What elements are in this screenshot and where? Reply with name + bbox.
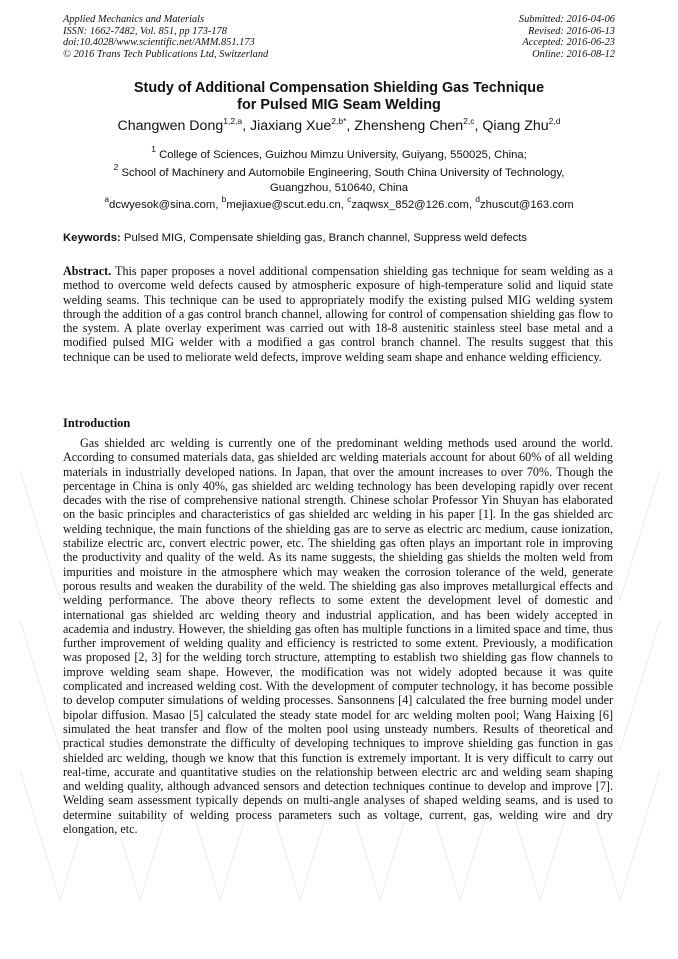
- date-accepted: Accepted: 2016-06-23: [522, 37, 615, 49]
- author-name: Changwen Dong: [117, 118, 224, 134]
- author-name: Jiaxiang Xue: [250, 118, 332, 134]
- journal-header: [63, 14, 615, 64]
- email-list: $^a$dcwyesok@sina.com, $^b$mejiaxue@scut.edu.cn, $^c$zaqwsx_852@126.com, $^d$zhuscut@163.com: [104, 194, 574, 211]
- keywords: [63, 232, 618, 244]
- affiliation-mark: 1: [151, 144, 156, 154]
- journal-doi: doi:10.4028/www.scientific.net/AMM.851.173: [63, 37, 255, 49]
- email-address[interactable]: zaqwsx_852@126.com: [351, 199, 469, 211]
- email-address[interactable]: mejiaxue@scut.edu.cn: [226, 199, 341, 211]
- email-address[interactable]: dcwyesok@sina.com: [109, 199, 216, 211]
- title-line: Study of Additional Compensation Shielding Gas Technique: [133, 80, 545, 96]
- paper-title: [40, 80, 638, 114]
- affiliation: [40, 144, 638, 163]
- journal-issn: ISSN: 1662-7482, Vol. 851, pp 173-178: [63, 25, 227, 37]
- affiliation-mark: 2: [113, 162, 119, 172]
- author-affil-mark: 2,b*: [331, 116, 347, 126]
- date-submitted: Submitted: 2016-04-06: [518, 14, 615, 25]
- date-online: Online: 2016-08-12: [532, 48, 615, 60]
- author-name: Qiang Zhu: [482, 118, 549, 134]
- author-name: Zhensheng Chen: [354, 118, 464, 134]
- affiliation-text: College of Sciences, Guizhou Mimzu University, Guiyang, 550025, China;: [159, 149, 527, 161]
- affiliation: [40, 162, 638, 195]
- keywords-label: Keywords:: [63, 232, 121, 244]
- abstract-text: This paper proposes a novel additional compensation shielding gas technique for seam welding as a method to overcome weld defects caused by atmospheric exposure of high-temperature solid and liquid state welding seams. This technique can be used to appropriately modify the existing pulsed MIG welding system through the addition of a gas control branch channel, allowing for control of compensation shielding gas flow to the system. A plate overlay experiment was carried out with 18-8 austenitic stainless steel base metal and a modified pulsed MIG welder with a modified a gas control branch channel. The results suggest that this technique can be used to meliorate weld defects, improve welding seam shape and enhance welding efficiency.: [63, 264, 613, 364]
- keywords-text: Pulsed MIG, Compensate shielding gas, Branch channel, Suppress weld defects: [123, 232, 528, 244]
- email-mark: a: [104, 194, 110, 204]
- email-address[interactable]: zhuscut@163.com: [479, 199, 574, 211]
- author-affil-mark: 2,d: [548, 116, 561, 126]
- journal-name: Applied Mechanics and Materials: [63, 14, 205, 25]
- journal-copyright: © 2016 Trans Tech Publications Ltd, Switzerland: [63, 48, 269, 60]
- author-affil-mark: 1,2,a: [223, 116, 243, 126]
- submission-dates: [519, 14, 615, 60]
- author-affil-mark: 2,c: [463, 116, 475, 126]
- introduction-paragraph: Gas shielded arc welding is currently one of the predominant welding methods used around the world. According to consumed materials data, gas shielded arc welding materials account for about 60% of all welding materials in industrially developed nations. In Japan, that over the amount increases to over 70%. Though the percentage in China is only 40%, gas shielded arc welding technology has been developing rapidly over recent decades with the rise of comprehensive national strength. Chinese scholar Professor Yin Shuyan has elaborated on the basic principles and characteristics of gas shielded arc welding in his paper [1]. In the gas shielded arc welding technique, the main functions of the shielding gas are to serve as electric arc medium, cause ionization, stabilize electric arc, convert electric power, etc. The shielding gas often plays an important role in improving the productivity and quality of the weld. As its name suggests, the shielding gas shields the molten weld from impurities and moisture in the atmosphere which may weaken the corrosion tolerance of the weld, generate porous results and weaken the durability of the weld. The shielding gas also improves metallurgical effects and welding performance. The above theory reflects to some extent the development level of domestic and international gas shielded arc welding theory and industrial application, and has been widely accepted in academia and industry. However, the shielding gas often has multiple functions in a limited space and time, thus further improvement of welding quality and efficiency is restricted to some extent. Previously, a modification was proposed [2, 3] for the welding torch structure, attempting to establish two shielding gas flow channels to improve welding seam shape. However, the modification was not widely adopted because it was quite complicated and increased welding cost. With the development of computer technology, it has become possible to develop computer simulations of welding processes. Sansonnens [4] calculated the free burning model under bipolar diffusion. Masao [5] calculated the steady state model for arc welding molten pool; Wang Haixing [6] simulated the heat transfer and flow of the molten pool using unsteady numbers. Results of theoretical and practical studies demonstrate the difficulty of developing techniques to improve shielding gas function in gas shielded arc welding, though we know that this function is extremely important. It is very difficult to carry out real-time, accurate and quantitative studies on the relationship between electric arc and welding seam shaping and welding quality, although advanced sensors and detection techniques continue to develop and improve [7]. Welding seam assessment typically depends on multi-angle analyses of shaped welding seams, and is used to determine suitability of welding process parameters such as voltage, current, gas, welding wire and dry elongation, etc.: [63, 436, 613, 837]
- email-mark: c: [347, 194, 352, 204]
- author-list: Changwen Dong$^{1,2,a}$, Jiaxiang Xue$^{2,b*}$, Zhensheng Chen$^{2,c}$, Qiang Zhu$^{2,d}$: [117, 116, 561, 134]
- date-revised: Revised: 2016-06-13: [528, 25, 615, 37]
- title-line: for Pulsed MIG Seam Welding: [237, 97, 441, 113]
- affiliation-text: School of Machinery and Automobile Engineering, South China University of Technology,: [121, 167, 565, 179]
- section-heading: Introduction: [63, 416, 131, 430]
- email-mark: b: [221, 194, 227, 204]
- email-mark: d: [475, 194, 480, 204]
- abstract-label: Abstract.: [63, 264, 112, 278]
- abstract: [63, 264, 613, 364]
- affiliation-text-cont: Guangzhou, 510640, China: [269, 181, 409, 194]
- journal-info: [63, 14, 268, 60]
